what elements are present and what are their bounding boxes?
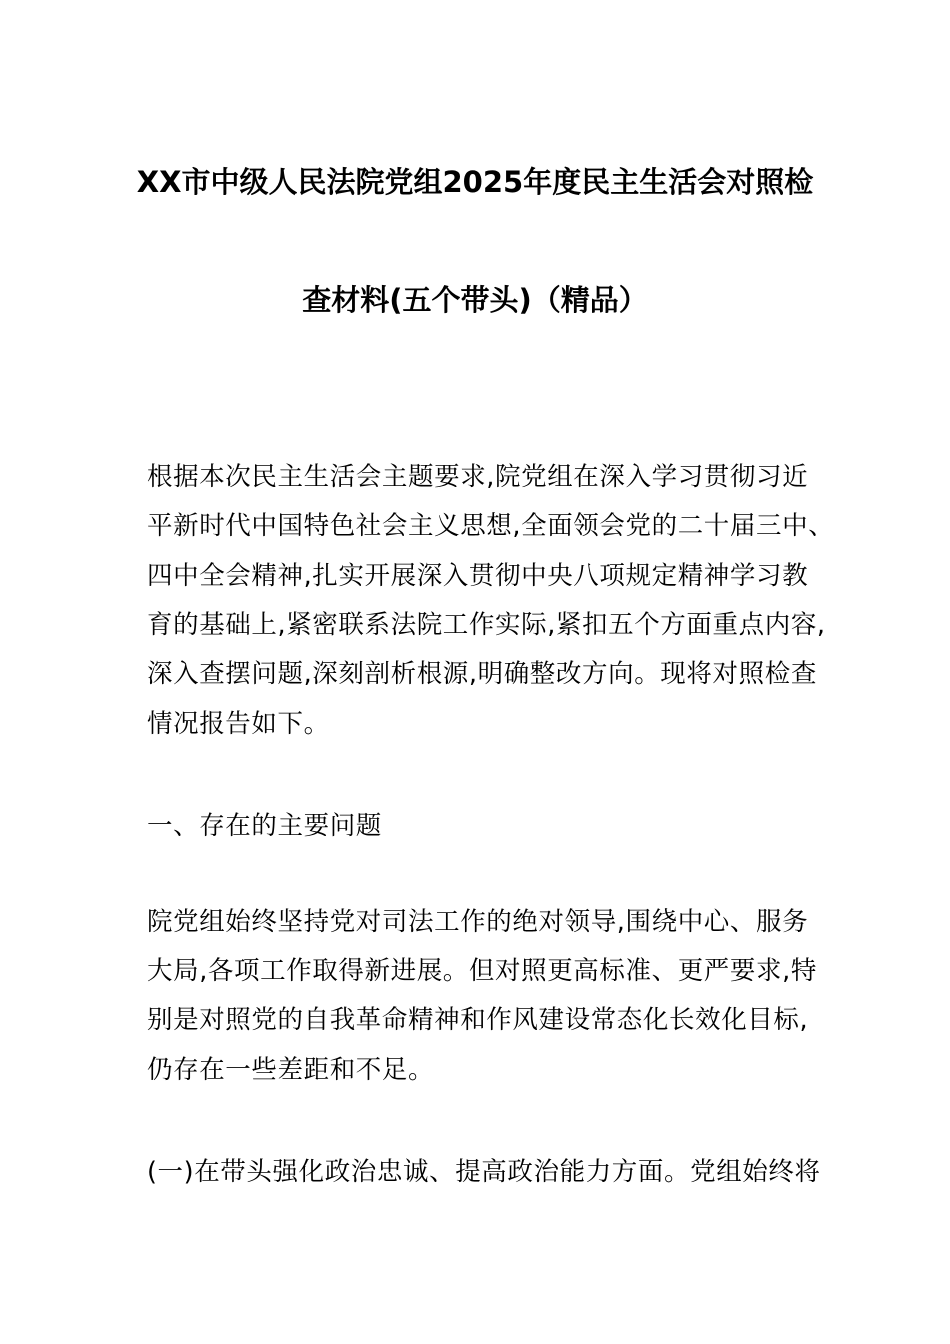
- subsection-line: (一)在带头强化政治忠诚、提高政治能力方面。党组始终将: [147, 1157, 821, 1187]
- section-line: 大局,各项工作取得新进展。但对照更高标准、更严要求,特: [147, 956, 817, 986]
- intro-line: 根据本次民主生活会主题要求,院党组在深入学习贯彻习近: [147, 462, 809, 492]
- section-line: 仍存在一些差距和不足。: [147, 1055, 435, 1085]
- title-line-1: XX市中级人民法院党组2025年度民主生活会对照检: [136, 165, 814, 199]
- intro-line: 平新时代中国特色社会主义思想,全面领会党的二十届三中、: [147, 511, 835, 541]
- title-line-2: 查材料(五个带头)（精品）: [302, 283, 648, 317]
- intro-line: 深入查摆问题,深刻剖析根源,明确整改方向。现将对照检查: [147, 659, 817, 689]
- section-line: 院党组始终坚持党对司法工作的绝对领导,围绕中心、服务: [147, 907, 809, 937]
- section-heading: 一、存在的主要问题: [147, 811, 382, 841]
- intro-line: 育的基础上,紧密联系法院工作实际,紧扣五个方面重点内容,: [147, 610, 826, 640]
- section-line: 别是对照党的自我革命精神和作风建设常态化长效化目标,: [147, 1005, 809, 1035]
- intro-line: 情况报告如下。: [147, 709, 330, 739]
- intro-line: 四中全会精神,扎实开展深入贯彻中央八项规定精神学习教: [147, 561, 809, 591]
